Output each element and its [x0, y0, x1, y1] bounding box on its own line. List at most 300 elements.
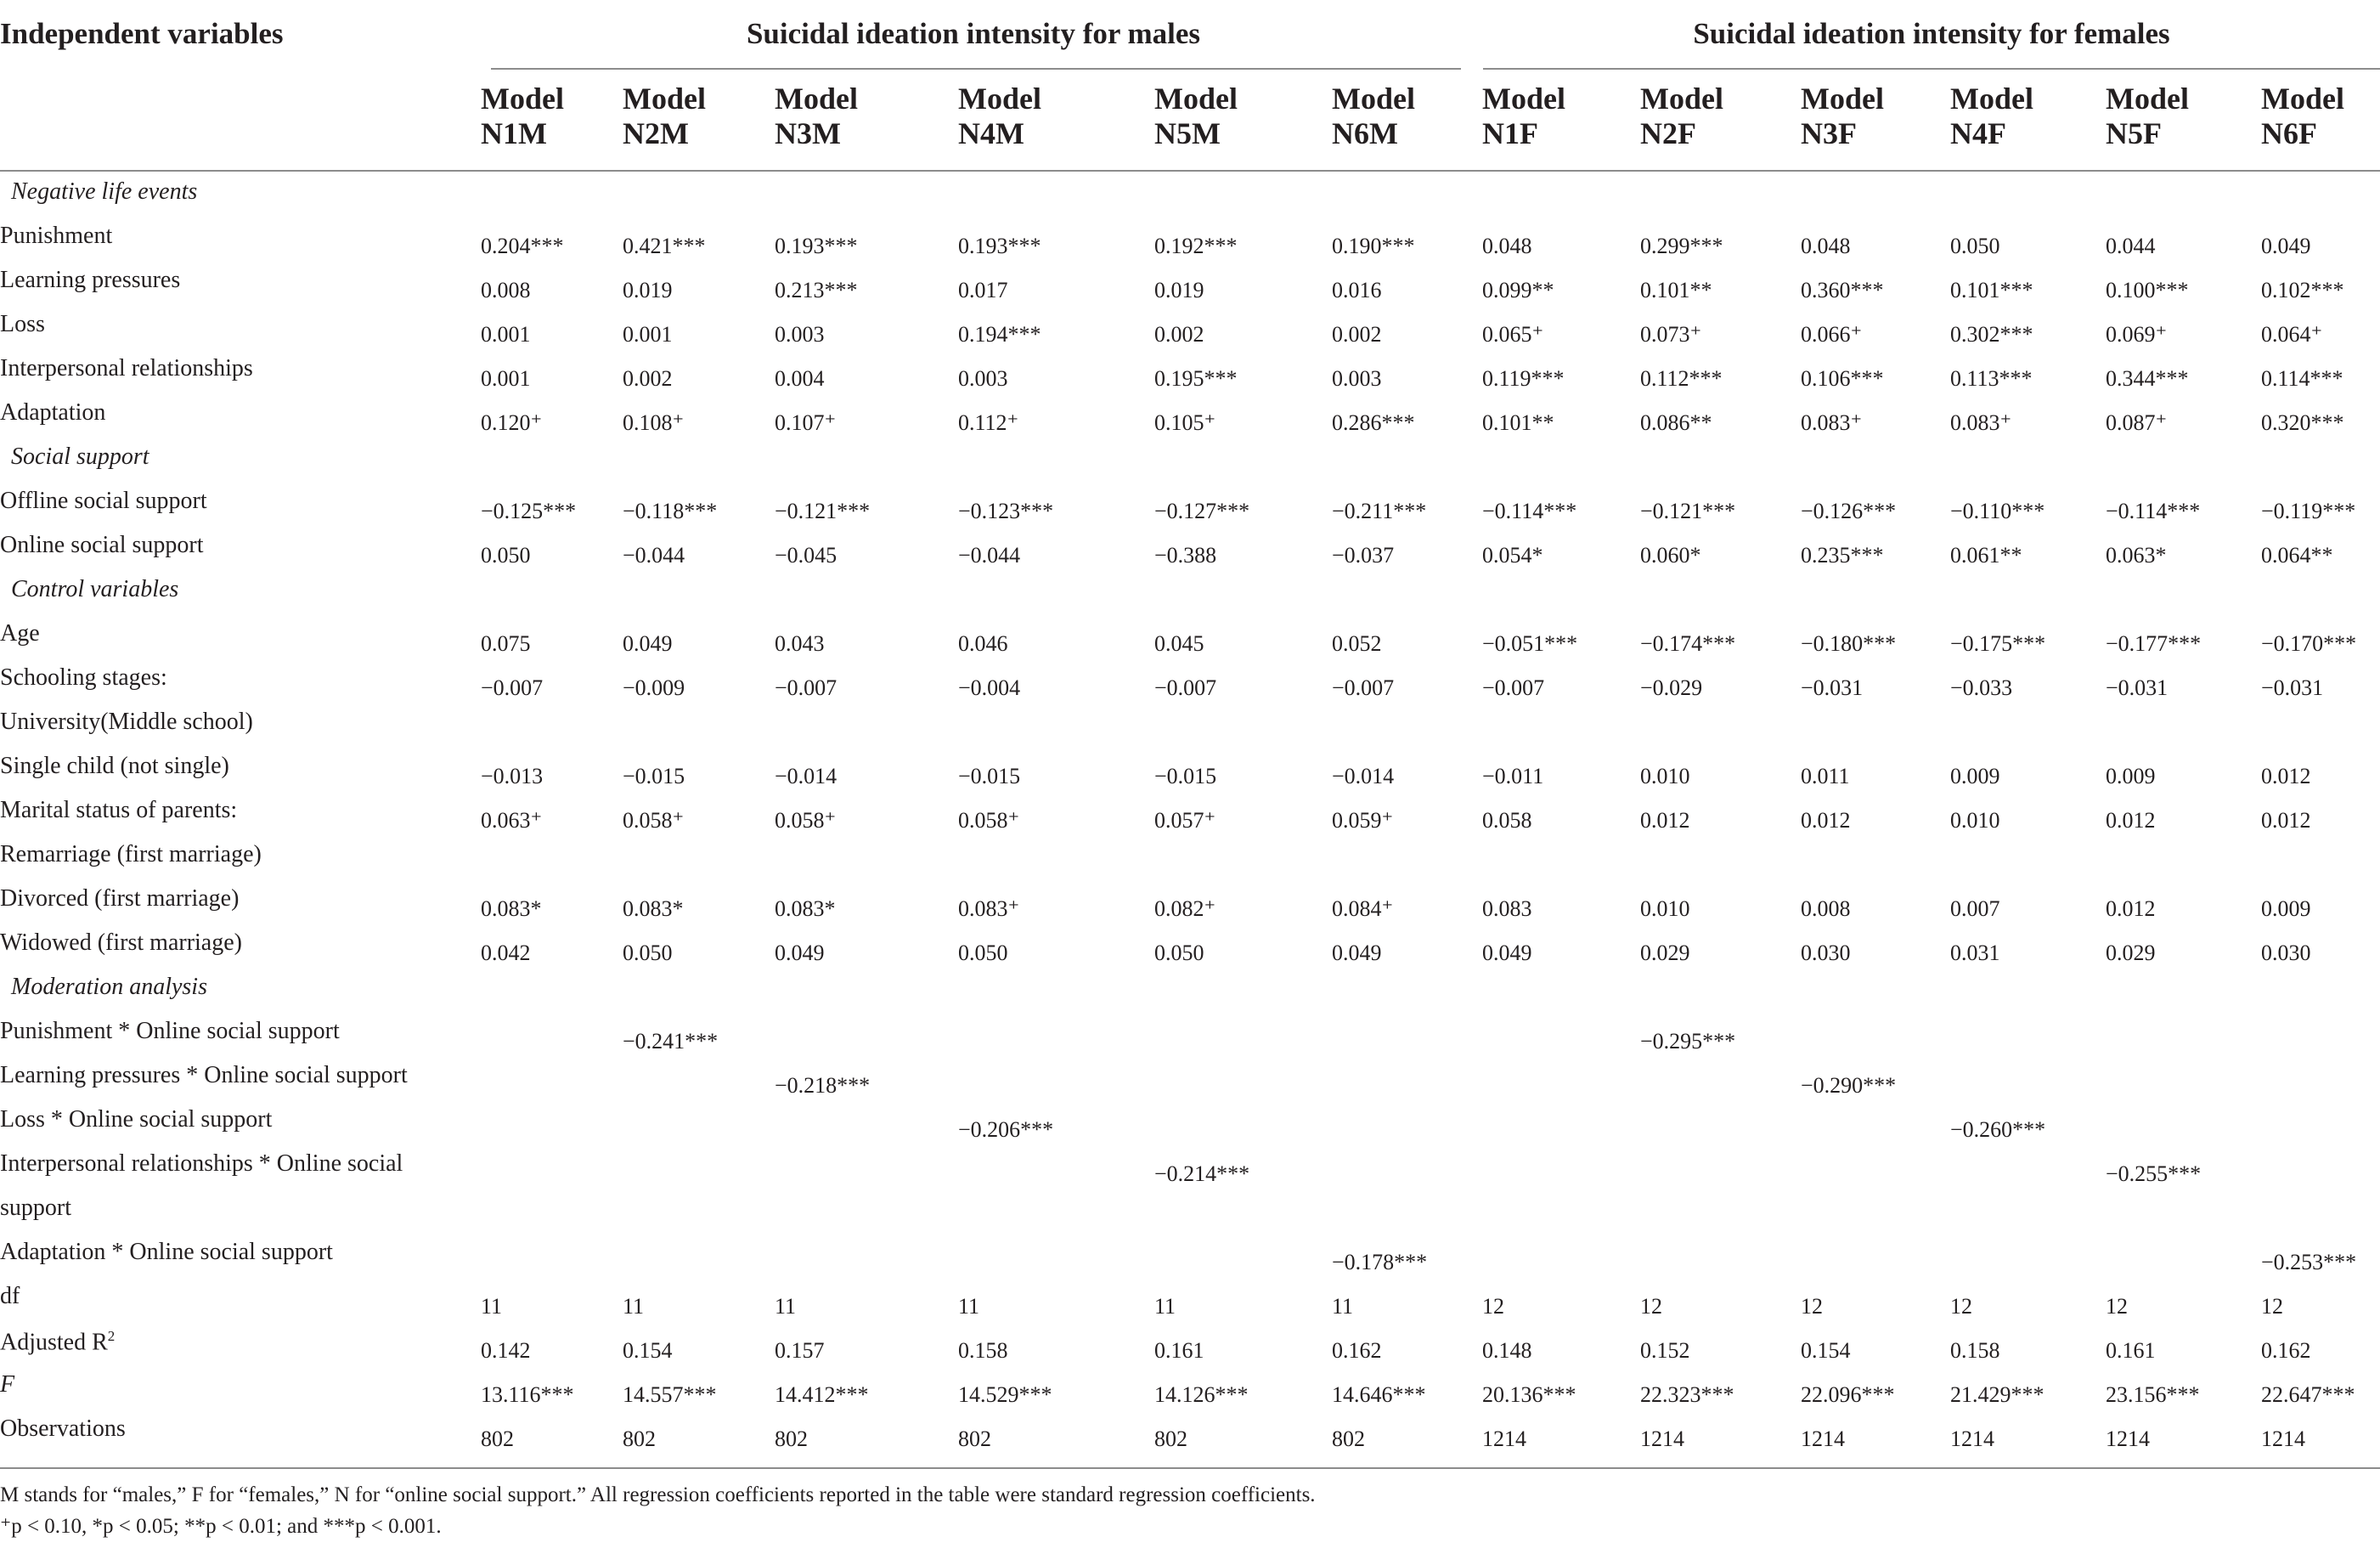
row-label-text: Interpersonal relationships: [0, 355, 253, 381]
model-header: [1154, 82, 1238, 151]
value-cell: 0.001: [481, 322, 531, 347]
value-cell: 0.114***: [2261, 366, 2343, 391]
value-cell: 0.073⁺: [1640, 322, 1702, 347]
value-cell: −0.044: [623, 543, 685, 568]
row-label: [0, 1064, 408, 1088]
value-cell: −0.175***: [1950, 631, 2046, 656]
value-cell: 0.101**: [1640, 278, 1712, 302]
value-cell: 0.360***: [1801, 278, 1884, 302]
value-cell: 0.190***: [1332, 234, 1415, 258]
value-cell: −0.007: [481, 675, 544, 700]
value-cell: −0.045: [775, 543, 838, 568]
value-cell: 0.050: [623, 941, 673, 965]
value-cell: −0.214***: [1154, 1161, 1250, 1186]
row-label-text: Moderation analysis: [11, 974, 207, 1000]
value-cell: 0.008: [1801, 896, 1851, 921]
footnote-significance: ⁺p < 0.10, *p < 0.05; **p < 0.01; and ***p < 0.001.: [0, 1515, 442, 1538]
row-label-text: University(Middle school): [0, 709, 253, 735]
row-label: [0, 931, 242, 955]
value-cell: 0.119***: [1482, 366, 1565, 391]
value-cell: −0.009: [623, 675, 685, 700]
row-label-text: support: [0, 1195, 71, 1221]
model-header: [1482, 82, 1565, 151]
value-cell: −0.007: [1482, 675, 1545, 700]
value-cell: 802: [1154, 1427, 1187, 1451]
model-header-code: N5F: [2106, 116, 2162, 150]
model-header-title: Model: [1801, 82, 1884, 116]
value-cell: 0.058⁺: [775, 808, 837, 833]
model-header-code: N1F: [1482, 116, 1538, 150]
model-header-title: Model: [481, 82, 564, 116]
value-cell: 0.049: [623, 631, 673, 656]
row-label: [0, 1108, 272, 1132]
value-cell: 12: [1640, 1294, 1662, 1319]
model-header: [1640, 82, 1723, 151]
value-cell: 0.007: [1950, 896, 2000, 921]
value-cell: 11: [958, 1294, 980, 1319]
value-cell: 0.083⁺: [1950, 410, 2012, 435]
value-cell: 0.003: [775, 322, 825, 347]
row-label-text: Age: [0, 620, 40, 647]
value-cell: 0.154: [623, 1338, 673, 1363]
value-cell: 0.058⁺: [958, 808, 1020, 833]
value-cell: 0.046: [958, 631, 1008, 656]
row-label-text: Control variables: [11, 576, 179, 602]
value-cell: 0.012: [2106, 808, 2156, 833]
model-header-code: N5M: [1154, 116, 1221, 150]
value-cell: 0.029: [2106, 941, 2156, 965]
row-label-text: Widowed (first marriage): [0, 929, 242, 956]
value-cell: 0.142: [481, 1338, 531, 1363]
row-label-text: Negative life events: [11, 178, 198, 205]
value-cell: −0.253***: [2261, 1250, 2357, 1274]
value-cell: −0.031: [2261, 675, 2324, 700]
value-cell: −0.125***: [481, 499, 577, 523]
value-cell: 0.192***: [1154, 234, 1238, 258]
value-cell: 1214: [2261, 1427, 2305, 1451]
row-label: [0, 224, 112, 248]
model-header: [623, 82, 706, 151]
value-cell: 0.299***: [1640, 234, 1723, 258]
value-cell: 11: [623, 1294, 645, 1319]
row-label-text: Single child (not single): [0, 753, 229, 779]
value-cell: 0.421***: [623, 234, 706, 258]
value-cell: 0.087⁺: [2106, 410, 2168, 435]
row-label-text: Observations: [0, 1415, 126, 1442]
value-cell: 0.083*: [481, 896, 542, 921]
value-cell: 0.061**: [1950, 543, 2022, 568]
value-cell: 0.161: [2106, 1338, 2156, 1363]
value-cell: 11: [481, 1294, 503, 1319]
model-header: [958, 82, 1041, 151]
section-label: [11, 445, 149, 469]
value-cell: 0.083⁺: [1801, 410, 1863, 435]
value-cell: 0.060*: [1640, 543, 1701, 568]
value-cell: 0.050: [1154, 941, 1204, 965]
row-label: [0, 313, 45, 336]
model-header-title: Model: [2261, 82, 2344, 116]
value-cell: 0.063⁺: [481, 808, 543, 833]
value-cell: 0.105⁺: [1154, 410, 1216, 435]
row-label-superscript: 2: [107, 1328, 116, 1344]
model-header: [775, 82, 858, 151]
value-cell: 0.101**: [1482, 410, 1554, 435]
value-cell: 0.049: [1332, 941, 1382, 965]
value-cell: 0.152: [1640, 1338, 1690, 1363]
value-cell: 0.012: [1801, 808, 1851, 833]
value-cell: 0.003: [958, 366, 1008, 391]
value-cell: −0.170***: [2261, 631, 2357, 656]
row-label-text: Learning pressures: [0, 267, 181, 293]
value-cell: 0.113***: [1950, 366, 2033, 391]
value-cell: −0.031: [2106, 675, 2169, 700]
value-cell: −0.014: [1332, 764, 1395, 788]
value-cell: 0.030: [2261, 941, 2311, 965]
value-cell: 0.162: [2261, 1338, 2311, 1363]
model-header-title: Model: [775, 82, 858, 116]
value-cell: −0.118***: [623, 499, 718, 523]
value-cell: 22.096***: [1801, 1382, 1895, 1407]
value-cell: 0.050: [1950, 234, 2000, 258]
value-cell: 0.050: [958, 941, 1008, 965]
value-cell: 0.049: [775, 941, 825, 965]
value-cell: 0.010: [1640, 896, 1690, 921]
row-label-text: Learning pressures * Online social support: [0, 1062, 408, 1088]
value-cell: 0.064⁺: [2261, 322, 2323, 347]
row-label: [0, 710, 253, 734]
value-cell: 0.106***: [1801, 366, 1884, 391]
row-label: [0, 268, 180, 292]
value-cell: 0.344***: [2106, 366, 2189, 391]
value-cell: 0.213***: [775, 278, 858, 302]
value-cell: 0.086**: [1640, 410, 1712, 435]
value-cell: 0.058⁺: [623, 808, 685, 833]
value-cell: −0.015: [623, 764, 685, 788]
value-cell: 0.193***: [775, 234, 858, 258]
value-cell: −0.260***: [1950, 1117, 2046, 1142]
value-cell: 0.100***: [2106, 278, 2189, 302]
value-cell: 1214: [1801, 1427, 1845, 1451]
value-cell: −0.241***: [623, 1029, 719, 1054]
value-cell: 802: [775, 1427, 808, 1451]
value-cell: 0.048: [1482, 234, 1532, 258]
value-cell: 0.052: [1332, 631, 1382, 656]
value-cell: −0.114***: [2106, 499, 2201, 523]
model-header: [1332, 82, 1415, 151]
value-cell: 12: [2106, 1294, 2128, 1319]
value-cell: 0.009: [2106, 764, 2156, 788]
value-cell: 0.049: [2261, 234, 2311, 258]
value-cell: 0.101***: [1950, 278, 2033, 302]
value-cell: −0.004: [958, 675, 1021, 700]
value-cell: 11: [775, 1294, 797, 1319]
value-cell: −0.015: [1154, 764, 1217, 788]
group-header-females: Suicidal ideation intensity for females: [1693, 17, 2170, 50]
value-cell: 0.082⁺: [1154, 896, 1216, 921]
row-label-text: Loss: [0, 311, 45, 337]
value-cell: 0.083*: [623, 896, 684, 921]
value-cell: −0.051***: [1482, 631, 1578, 656]
model-header-code: N3M: [775, 116, 841, 150]
value-cell: 0.009: [1950, 764, 2000, 788]
value-cell: 0.003: [1332, 366, 1382, 391]
row-label: [0, 534, 204, 557]
value-cell: 0.064**: [2261, 543, 2333, 568]
row-label: [0, 1285, 20, 1308]
row-label: [0, 1152, 403, 1176]
row-label: [0, 1417, 126, 1441]
value-cell: 0.057⁺: [1154, 808, 1216, 833]
value-cell: 0.194***: [958, 322, 1041, 347]
row-label: [0, 357, 253, 381]
value-cell: 11: [1154, 1294, 1176, 1319]
value-cell: 1214: [1950, 1427, 1994, 1451]
value-cell: 14.126***: [1154, 1382, 1249, 1407]
value-cell: 23.156***: [2106, 1382, 2200, 1407]
model-header-title: Model: [1154, 82, 1238, 116]
rule-header-bottom: [0, 170, 2380, 172]
row-label-text: Divorced (first marriage): [0, 885, 240, 912]
model-header: [481, 82, 564, 151]
value-cell: 12: [1482, 1294, 1504, 1319]
value-cell: 0.010: [1640, 764, 1690, 788]
value-cell: 0.066⁺: [1801, 322, 1863, 347]
value-cell: −0.031: [1801, 675, 1864, 700]
model-header: [1950, 82, 2033, 151]
model-header-code: N2M: [623, 116, 689, 150]
value-cell: 0.193***: [958, 234, 1041, 258]
value-cell: 14.557***: [623, 1382, 717, 1407]
model-header: [2106, 82, 2189, 151]
value-cell: 0.008: [481, 278, 531, 302]
value-cell: −0.044: [958, 543, 1021, 568]
value-cell: −0.290***: [1801, 1073, 1897, 1098]
value-cell: 0.030: [1801, 941, 1851, 965]
value-cell: −0.015: [958, 764, 1021, 788]
row-label-text: Adaptation * Online social support: [0, 1239, 333, 1265]
value-cell: 0.044: [2106, 234, 2156, 258]
value-cell: −0.388: [1154, 543, 1217, 568]
value-cell: −0.033: [1950, 675, 2013, 700]
value-cell: −0.121***: [775, 499, 871, 523]
row-label-text: Marital status of parents:: [0, 797, 238, 823]
value-cell: 0.158: [958, 1338, 1008, 1363]
model-header: [1801, 82, 1884, 151]
value-cell: 13.116***: [481, 1382, 574, 1407]
value-cell: 0.009: [2261, 896, 2311, 921]
value-cell: 0.161: [1154, 1338, 1204, 1363]
model-header-title: Model: [958, 82, 1041, 116]
section-label: [11, 180, 197, 204]
value-cell: 14.412***: [775, 1382, 869, 1407]
model-header-code: N6F: [2261, 116, 2317, 150]
value-cell: 22.323***: [1640, 1382, 1734, 1407]
value-cell: −0.011: [1482, 764, 1544, 788]
value-cell: 12: [2261, 1294, 2283, 1319]
value-cell: 0.069⁺: [2106, 322, 2168, 347]
value-cell: 21.429***: [1950, 1382, 2044, 1407]
value-cell: 0.043: [775, 631, 825, 656]
value-cell: 0.004: [775, 366, 825, 391]
model-header-title: Model: [2106, 82, 2189, 116]
value-cell: 0.058: [1482, 808, 1532, 833]
value-cell: −0.255***: [2106, 1161, 2202, 1186]
footnote-definitions: M stands for “males,” F for “females,” N for “online social support.” All regression coefficients reported in the table were standard regression coefficients.: [0, 1483, 1316, 1506]
row-label-text: F: [0, 1371, 15, 1398]
value-cell: −0.178***: [1332, 1250, 1428, 1274]
value-cell: 0.019: [623, 278, 673, 302]
model-header-code: N3F: [1801, 116, 1857, 150]
value-cell: 0.157: [775, 1338, 825, 1363]
value-cell: −0.180***: [1801, 631, 1897, 656]
value-cell: −0.177***: [2106, 631, 2202, 656]
model-header-code: N4M: [958, 116, 1024, 150]
value-cell: 0.162: [1332, 1338, 1382, 1363]
value-cell: −0.114***: [1482, 499, 1577, 523]
row-label-text: Schooling stages:: [0, 664, 167, 691]
value-cell: −0.029: [1640, 675, 1703, 700]
row-label-text: Loss * Online social support: [0, 1106, 273, 1133]
model-header-code: N6M: [1332, 116, 1398, 150]
stub-header: Independent variables: [0, 17, 284, 50]
value-cell: 0.099**: [1482, 278, 1554, 302]
row-label: [0, 1373, 14, 1397]
value-cell: 0.002: [1154, 322, 1204, 347]
row-label-text: df: [0, 1283, 20, 1309]
value-cell: −0.110***: [1950, 499, 2045, 523]
value-cell: 0.083*: [775, 896, 836, 921]
value-cell: 0.320***: [2261, 410, 2344, 435]
value-cell: 0.042: [481, 941, 531, 965]
value-cell: 0.102***: [2261, 278, 2344, 302]
value-cell: 0.108⁺: [623, 410, 685, 435]
row-label-text: Remarriage (first marriage): [0, 841, 262, 867]
value-cell: 14.529***: [958, 1382, 1052, 1407]
model-header-code: N2F: [1640, 116, 1696, 150]
value-cell: 0.107⁺: [775, 410, 837, 435]
model-header-title: Model: [623, 82, 706, 116]
value-cell: 802: [623, 1427, 656, 1451]
value-cell: 802: [1332, 1427, 1365, 1451]
value-cell: 0.065⁺: [1482, 322, 1544, 347]
value-cell: 0.083⁺: [958, 896, 1020, 921]
model-header-title: Model: [1640, 82, 1723, 116]
value-cell: 0.235***: [1801, 543, 1884, 568]
value-cell: 0.148: [1482, 1338, 1532, 1363]
value-cell: −0.127***: [1154, 499, 1250, 523]
model-header-code: N4F: [1950, 116, 2006, 150]
value-cell: 802: [958, 1427, 991, 1451]
value-cell: −0.037: [1332, 543, 1395, 568]
row-label: [0, 1329, 115, 1354]
row-label-text: Online social support: [0, 532, 204, 558]
row-label-text: Social support: [11, 443, 149, 470]
row-label: [0, 401, 105, 425]
value-cell: 0.049: [1482, 941, 1532, 965]
value-cell: 0.050: [481, 543, 531, 568]
value-cell: −0.007: [775, 675, 838, 700]
value-cell: −0.126***: [1801, 499, 1897, 523]
value-cell: −0.218***: [775, 1073, 871, 1098]
value-cell: 0.054*: [1482, 543, 1543, 568]
value-cell: −0.014: [775, 764, 838, 788]
row-label-text: Adaptation: [0, 399, 106, 426]
value-cell: 1214: [1640, 1427, 1684, 1451]
value-cell: 12: [1950, 1294, 1972, 1319]
value-cell: 0.002: [1332, 322, 1382, 347]
model-header-title: Model: [1482, 82, 1565, 116]
value-cell: 11: [1332, 1294, 1354, 1319]
rule-males: [491, 68, 1461, 70]
value-cell: 0.075: [481, 631, 531, 656]
value-cell: 0.084⁺: [1332, 896, 1394, 921]
value-cell: 0.002: [623, 366, 673, 391]
value-cell: −0.121***: [1640, 499, 1736, 523]
value-cell: 22.647***: [2261, 1382, 2355, 1407]
model-header-title: Model: [1332, 82, 1415, 116]
row-label: [0, 887, 239, 911]
value-cell: 0.195***: [1154, 366, 1238, 391]
row-label: [0, 489, 207, 513]
row-label-text: Interpersonal relationships * Online social: [0, 1150, 403, 1177]
value-cell: 0.112***: [1640, 366, 1723, 391]
value-cell: 0.012: [1640, 808, 1690, 833]
value-cell: 0.112⁺: [958, 410, 1019, 435]
value-cell: 0.012: [2261, 808, 2311, 833]
model-header-code: N1M: [481, 116, 547, 150]
value-cell: 0.045: [1154, 631, 1204, 656]
model-header-title: Model: [1950, 82, 2033, 116]
value-cell: 802: [481, 1427, 514, 1451]
model-header: [2261, 82, 2344, 151]
value-cell: −0.123***: [958, 499, 1054, 523]
value-cell: 0.016: [1332, 278, 1382, 302]
value-cell: 1214: [1482, 1427, 1526, 1451]
value-cell: 0.019: [1154, 278, 1204, 302]
value-cell: 0.010: [1950, 808, 2000, 833]
row-label: [0, 1240, 333, 1264]
row-label-text: Punishment * Online social support: [0, 1018, 340, 1044]
value-cell: −0.013: [481, 764, 544, 788]
value-cell: 0.286***: [1332, 410, 1415, 435]
value-cell: 0.063*: [2106, 543, 2167, 568]
row-label-text: Punishment: [0, 223, 113, 249]
value-cell: −0.007: [1332, 675, 1395, 700]
value-cell: 0.120⁺: [481, 410, 543, 435]
row-label: [0, 666, 167, 690]
value-cell: 0.158: [1950, 1338, 2000, 1363]
value-cell: 0.001: [481, 366, 531, 391]
row-label: [0, 1020, 340, 1043]
value-cell: 20.136***: [1482, 1382, 1576, 1407]
value-cell: 0.204***: [481, 234, 564, 258]
row-label-text: Offline social support: [0, 488, 207, 514]
value-cell: 0.083: [1482, 896, 1532, 921]
value-cell: 14.646***: [1332, 1382, 1426, 1407]
rule-table-bottom: [0, 1467, 2380, 1469]
rule-females: [1483, 68, 2380, 70]
value-cell: 0.048: [1801, 234, 1851, 258]
value-cell: −0.174***: [1640, 631, 1736, 656]
value-cell: 0.012: [2261, 764, 2311, 788]
group-header-males: Suicidal ideation intensity for males: [746, 17, 1201, 50]
value-cell: −0.007: [1154, 675, 1217, 700]
value-cell: −0.119***: [2261, 499, 2356, 523]
value-cell: 1214: [2106, 1427, 2150, 1451]
value-cell: 0.011: [1801, 764, 1850, 788]
value-cell: 0.059⁺: [1332, 808, 1394, 833]
row-label: [0, 1196, 71, 1220]
